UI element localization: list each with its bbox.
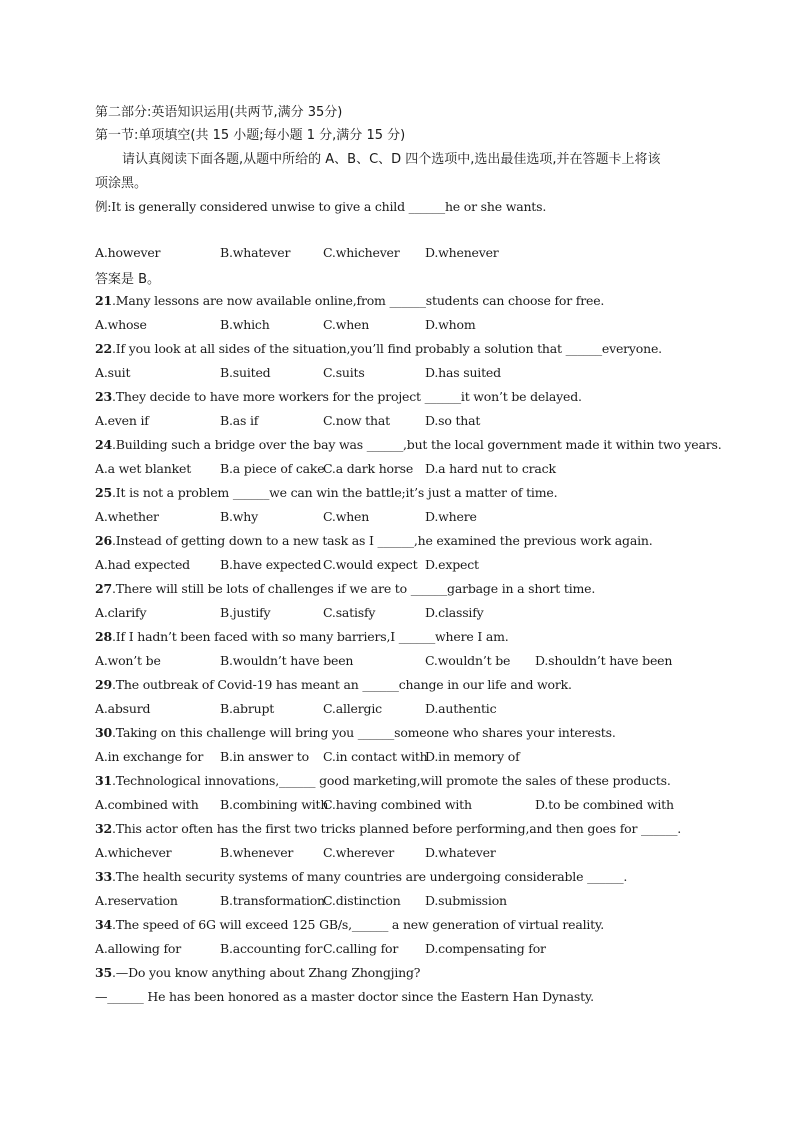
question-number: 34: [95, 917, 112, 932]
option-b: B.transformation: [220, 893, 325, 908]
option-d: D.authentic: [425, 701, 497, 716]
example-option-b: B.whatever: [220, 245, 291, 260]
instruction-line-1: 请认真阅读下面各题,从题中所给的 A、B、C、D 四个选项中,选出最佳选项,并在答题卡上将该: [122, 152, 661, 167]
question-text: .If I hadn’t been faced with so many barriers,I ______where I am.: [112, 629, 509, 644]
question-number: 30: [95, 725, 112, 740]
option-a: A.clarify: [95, 605, 147, 620]
question-stem: [95, 869, 627, 884]
option-d: D.so that: [425, 413, 481, 428]
question-number: 25: [95, 485, 112, 500]
question-number: 31: [95, 773, 112, 788]
question-stem: [95, 293, 604, 308]
option-c: C.when: [323, 509, 370, 524]
question-number: 22: [95, 341, 112, 356]
question-stem: [95, 581, 595, 596]
option-b: B.as if: [220, 413, 259, 428]
option-d: D.expect: [425, 557, 479, 572]
question-stem: [95, 773, 671, 788]
question-text: .The health security systems of many countries are undergoing considerable ______.: [112, 869, 628, 884]
question-stem: [95, 821, 681, 836]
option-a: A.won’t be: [95, 653, 161, 668]
option-a: A.whichever: [95, 845, 172, 860]
option-a: A.in exchange for: [95, 749, 204, 764]
question-text: .Many lessons are now available online,from ______students can choose for free.: [112, 293, 605, 308]
option-c: C.wherever: [323, 845, 395, 860]
question-text: .Technological innovations,______ good marketing,will promote the sales of these products.: [112, 773, 671, 788]
question-number: 23: [95, 389, 112, 404]
question-number: 35: [95, 965, 112, 980]
question-text: .—Do you know anything about Zhang Zhongjing?: [112, 965, 421, 980]
option-b: B.have expected: [220, 557, 322, 572]
option-b: B.whenever: [220, 845, 294, 860]
example-option-d: D.whenever: [425, 245, 499, 260]
section-heading: 第一节:单项填空(共 15 小题;每小题 1 分,满分 15 分): [95, 128, 406, 143]
option-a: A.even if: [95, 413, 149, 428]
option-d: D.to be combined with: [535, 797, 674, 812]
option-c: C.wouldn’t be: [425, 653, 511, 668]
option-d: D.has suited: [425, 365, 501, 380]
option-d: D.whatever: [425, 845, 496, 860]
example-answer: 答案是 B。: [95, 272, 161, 287]
option-c: C.in contact with: [323, 749, 428, 764]
option-c: C.suits: [323, 365, 365, 380]
option-a: A.combined with: [95, 797, 199, 812]
option-b: B.in answer to: [220, 749, 309, 764]
option-c: C.a dark horse: [323, 461, 414, 476]
option-a: A.whether: [95, 509, 159, 524]
option-d: D.a hard nut to crack: [425, 461, 556, 476]
question-text: .There will still be lots of challenges if we are to ______garbage in a short time.: [112, 581, 596, 596]
question-number: 32: [95, 821, 112, 836]
q35-continuation: —______ He has been honored as a master doctor since the Eastern Han Dynasty.: [95, 989, 594, 1004]
option-b: B.why: [220, 509, 258, 524]
option-d: D.whom: [425, 317, 476, 332]
question-number: 27: [95, 581, 112, 596]
option-c: C.would expect: [323, 557, 418, 572]
option-d: D.submission: [425, 893, 507, 908]
option-d: D.compensating for: [425, 941, 546, 956]
option-c: C.having combined with: [323, 797, 472, 812]
question-text: .Taking on this challenge will bring you ______someone who shares your interests.: [112, 725, 616, 740]
question-stem: [95, 437, 722, 452]
option-d: D.where: [425, 509, 477, 524]
option-b: B.abrupt: [220, 701, 275, 716]
question-text: .The outbreak of Covid-19 has meant an ______change in our life and work.: [112, 677, 572, 692]
question-stem: [95, 341, 662, 356]
option-d: D.shouldn’t have been: [535, 653, 673, 668]
option-a: A.a wet blanket: [95, 461, 192, 476]
instruction-line-2: 项涂黑。: [95, 176, 148, 191]
question-stem: [95, 389, 582, 404]
question-text: .It is not a problem ______we can win the battle;it’s just a matter of time.: [112, 485, 558, 500]
example-option-c: C.whichever: [323, 245, 400, 260]
example-stem: 例:It is generally considered unwise to give a child ______he or she wants.: [95, 199, 547, 214]
option-c: C.calling for: [323, 941, 399, 956]
question-stem: [95, 965, 420, 980]
question-number: 33: [95, 869, 112, 884]
option-d: D.classify: [425, 605, 484, 620]
option-c: C.distinction: [323, 893, 401, 908]
question-text: .Instead of getting down to a new task as I ______,he examined the previous work again.: [112, 533, 653, 548]
example-option-a: A.however: [95, 245, 161, 260]
question-stem: [95, 485, 557, 500]
question-number: 24: [95, 437, 112, 452]
question-number: 29: [95, 677, 112, 692]
question-stem: [95, 677, 572, 692]
question-text: .If you look at all sides of the situation,you’ll find probably a solution that ______everyone.: [112, 341, 662, 356]
question-number: 26: [95, 533, 112, 548]
option-b: B.accounting for: [220, 941, 323, 956]
question-text: .This actor often has the first two tricks planned before performing,and then goes for ______.: [112, 821, 682, 836]
question-stem: [95, 725, 616, 740]
question-number: 21: [95, 293, 112, 308]
option-b: B.which: [220, 317, 270, 332]
question-stem: [95, 629, 509, 644]
option-a: A.suit: [95, 365, 131, 380]
option-b: B.wouldn’t have been: [220, 653, 354, 668]
question-number: 28: [95, 629, 112, 644]
option-a: A.absurd: [95, 701, 151, 716]
option-a: A.reservation: [95, 893, 178, 908]
option-b: B.a piece of cake: [220, 461, 325, 476]
question-text: .The speed of 6G will exceed 125 GB/s,______ a new generation of virtual reality.: [112, 917, 604, 932]
part-heading: 第二部分:英语知识运用(共两节,满分 35分): [95, 105, 343, 120]
question-text: .They decide to have more workers for the project ______it won’t be delayed.: [112, 389, 582, 404]
question-stem: [95, 533, 653, 548]
option-b: B.suited: [220, 365, 271, 380]
option-b: B.justify: [220, 605, 271, 620]
option-c: C.now that: [323, 413, 390, 428]
option-d: D.in memory of: [425, 749, 520, 764]
option-a: A.allowing for: [95, 941, 182, 956]
option-c: C.satisfy: [323, 605, 376, 620]
option-a: A.whose: [95, 317, 147, 332]
option-a: A.had expected: [95, 557, 190, 572]
option-c: C.allergic: [323, 701, 382, 716]
option-c: C.when: [323, 317, 370, 332]
question-text: .Building such a bridge over the bay was ______,but the local government made it within two years.: [112, 437, 722, 452]
question-stem: [95, 917, 604, 932]
option-b: B.combining with: [220, 797, 329, 812]
